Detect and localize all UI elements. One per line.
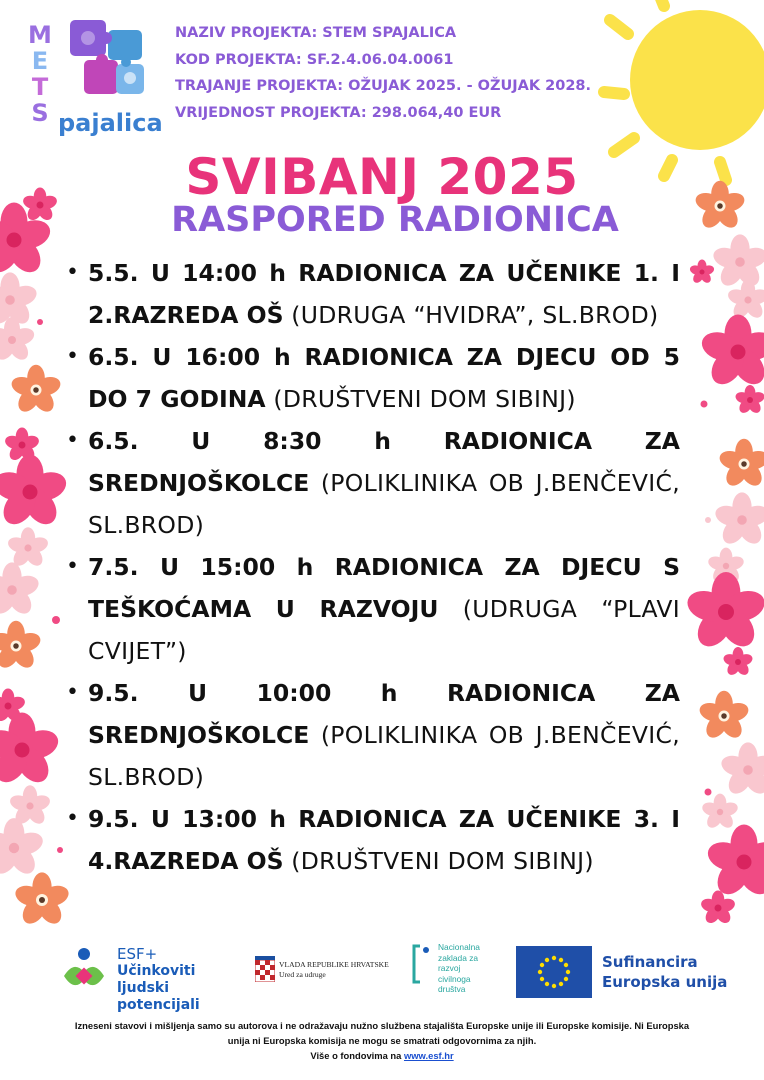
vlada-office: Ured za udruge: [279, 970, 326, 979]
list-item: [88, 252, 680, 336]
workshop-schedule-list: [88, 252, 680, 882]
item-title: 7.5. U 15:00 h RADIONICA ZA DJECU S TEŠKOĆAMA U RAZVOJU: [88, 553, 680, 623]
esf-label: ESF+: [117, 945, 158, 963]
item-title: 9.5. U 13:00 h RADIONICA ZA UČENIKE 3. I 4.RAZREDA OŠ: [88, 805, 680, 875]
vlada-logo: [255, 956, 405, 986]
zaklada-bracket-icon: [412, 944, 434, 984]
item-title: 6.5. U 8:30 h RADIONICA ZA SREDNJOŠKOLCE: [88, 427, 680, 497]
esf-program-line2: potencijali: [117, 997, 200, 1013]
vlada-title: VLADA REPUBLIKE HRVATSKE: [279, 960, 389, 969]
project-duration: TRAJANJE PROJEKTA: OŽUJAK 2025. - OŽUJAK 2028.: [175, 78, 592, 94]
project-value: VRIJEDNOST PROJEKTA: 298.064,40 EUR: [175, 104, 502, 121]
item-location: (DRUŠTVENI DOM SIBINJ): [265, 385, 576, 413]
disclaimer-line3: Više o fondovima na www.esf.hr: [310, 1050, 454, 1061]
esf-logo: [60, 942, 250, 1013]
item-location: (POLIKLINIKA OB J.BENČEVIĆ, SL.BROD): [88, 469, 680, 539]
zaklada-logo: [412, 942, 502, 1004]
esf-program-line1: Učinkoviti ljudski: [117, 963, 196, 996]
funding-logos: [60, 940, 740, 1013]
item-location: (UDRUGA “HVIDRA”, SL.BROD): [283, 301, 659, 329]
eu-cofinance-label: Sufinancira: [602, 953, 698, 971]
zaklada-line: zaklada za: [438, 952, 479, 963]
item-location: (UDRUGA “PLAVI CVIJET”): [88, 595, 680, 665]
disclaimer-line1: Izneseni stavovi i mišljenja samo su autorova i ne odražavaju nužno službena stajališta Europske unije ili Europske komisije. Ni Europska: [74, 1020, 690, 1031]
item-title: 9.5. U 10:00 h RADIONICA ZA SREDNJOŠKOLCE: [88, 679, 680, 749]
project-name: NAZIV PROJEKTA: STEM SPAJALICA: [175, 25, 457, 41]
list-item: [88, 672, 680, 798]
puzzle-icon: [64, 14, 150, 106]
disclaimer-line2: unija ni Europska komisija ne mogu se smatrati odgovornima za njih.: [227, 1035, 537, 1046]
eu-flag-icon: [516, 946, 592, 998]
list-item: [88, 546, 680, 672]
esf-flower-icon: [60, 946, 108, 998]
eu-name: Europska unija: [602, 973, 728, 991]
page-subtitle: RASPORED RADIONICA: [171, 200, 619, 240]
list-item: [88, 420, 680, 546]
list-item: [88, 798, 680, 882]
zaklada-line: razvoj: [438, 963, 461, 974]
zaklada-line: civilnoga: [438, 973, 471, 984]
zaklada-line: Nacionalna: [438, 942, 480, 952]
esf-website-link[interactable]: www.esf.hr: [403, 1050, 454, 1061]
item-location: (POLIKLINIKA OB J.BENČEVIĆ, SL.BROD): [88, 721, 680, 791]
eu-logo: [516, 946, 740, 998]
zaklada-line: društva: [438, 984, 466, 995]
project-info: [175, 20, 591, 126]
item-location: (DRUŠTVENI DOM SIBINJ): [283, 847, 594, 875]
stem-spajalica-logo: [28, 12, 163, 142]
disclaimer: [30, 1018, 734, 1063]
project-code: KOD PROJEKTA: SF.2.4.06.04.0061: [175, 51, 454, 68]
croatian-coat-of-arms-icon: [255, 956, 275, 982]
list-item: [88, 336, 680, 420]
logo-word: pajalica: [58, 109, 163, 137]
logo-stem-letters: M E T S: [28, 21, 52, 127]
page-title: SVIBANJ 2025: [185, 148, 579, 206]
item-title: 6.5. U 16:00 h RADIONICA ZA DJECU OD 5 DO 7 GODINA: [88, 343, 680, 413]
item-title: 5.5. U 14:00 h RADIONICA ZA UČENIKE 1. I 2.RAZREDA OŠ: [88, 259, 680, 329]
